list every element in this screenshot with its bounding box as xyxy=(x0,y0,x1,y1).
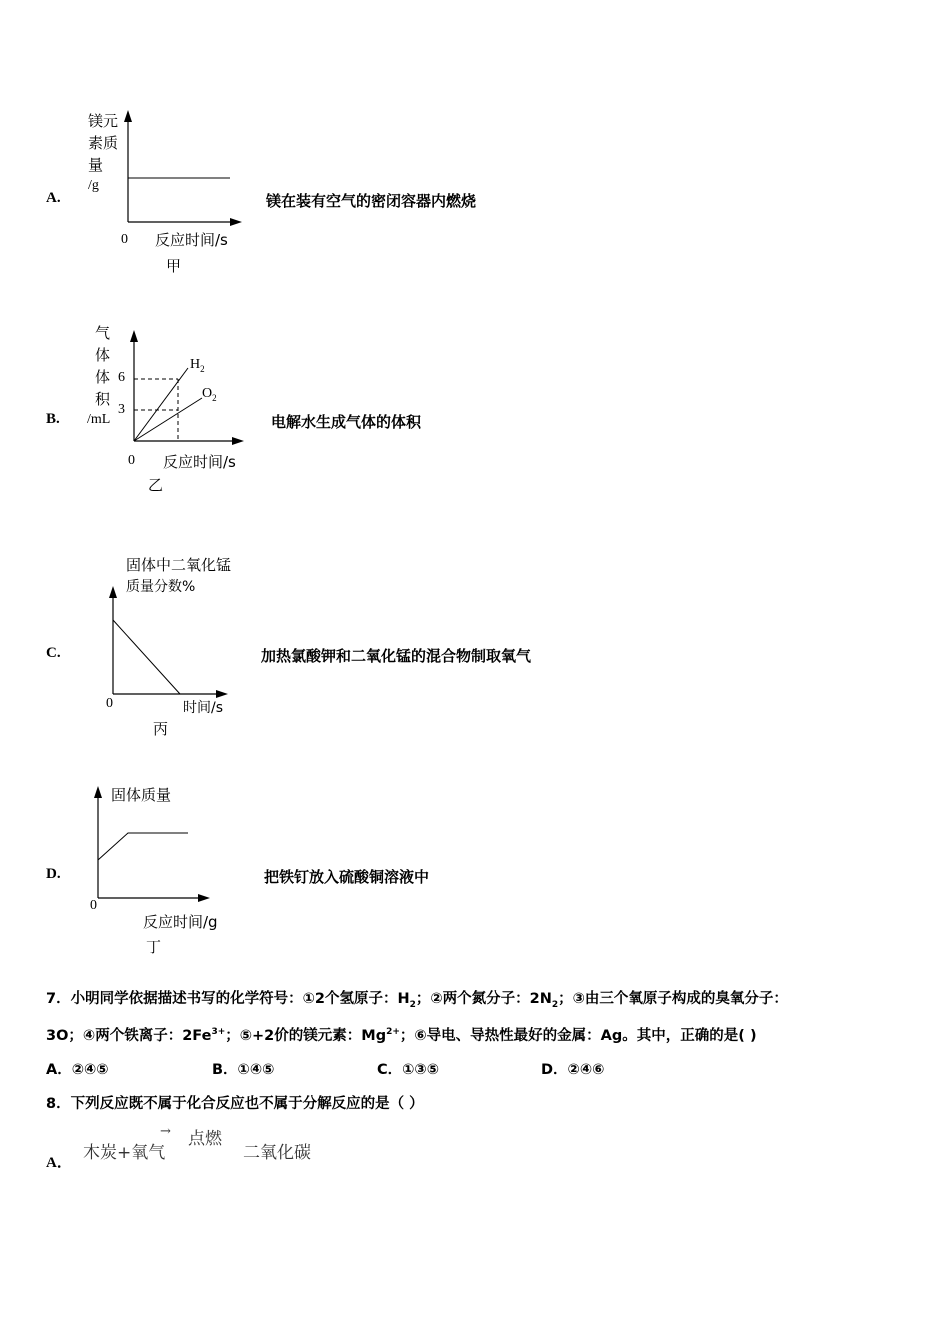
question-8-option-a-arrow: → xyxy=(160,1124,171,1139)
graph-d-xlabel: 反应时间/g xyxy=(143,913,218,931)
graph-b-ylabel-4: 积 xyxy=(95,390,111,408)
graph-b-tick-6: 6 xyxy=(118,370,125,385)
graph-b-ylabel-2: 体 xyxy=(95,346,111,364)
graph-a-ylabel-3: 量 xyxy=(88,156,104,174)
graph-a-xlabel: 反应时间/s xyxy=(155,231,228,249)
option-b-description: 电解水生成气体的体积 xyxy=(271,413,422,431)
graph-c-xlabel: 时间/s xyxy=(183,700,224,716)
graph-d-caption: 丁 xyxy=(146,938,162,956)
graph-b-ylabel-3: 体 xyxy=(95,368,111,386)
graph-c-ylabel-2: 质量分数% xyxy=(126,579,196,595)
option-b-letter: B. xyxy=(46,411,60,427)
question-8-option-a-letter: A． xyxy=(46,1155,72,1171)
graph-c-origin: 0 xyxy=(106,696,113,711)
option-d-description: 把铁钉放入硫酸铜溶液中 xyxy=(264,868,430,886)
question-7-line-1: 7．小明同学依据描述书写的化学符号：①2个氢原子：$H_2$；②两个氮分子：$2N_2$；③由三个氧原子构成的臭氧分子： xyxy=(46,991,788,1010)
question-7-option-b: B．①④⑤ xyxy=(212,1062,275,1078)
graph-b-ylabel-1: 气 xyxy=(95,324,111,342)
question-8-option-a-reactants: 木炭+氧气 xyxy=(83,1143,166,1163)
graph-a-ylabel-2: 素质 xyxy=(88,134,119,152)
option-c-letter: C. xyxy=(46,645,61,661)
question-8-stem: 8．下列反应既不属于化合反应也不属于分解反应的是（ ） xyxy=(46,1096,424,1112)
graph-d-origin: 0 xyxy=(90,898,97,913)
option-a-letter: A. xyxy=(46,190,61,206)
graph-d-ylabel: 固体质量 xyxy=(111,786,172,804)
graph-a-yunit: /g xyxy=(88,178,99,193)
option-d-letter: D. xyxy=(46,866,61,882)
question-7-line-2: 3O；④两个铁离子：$2Fe^{3+}$；⑤+2价的镁元素：$Mg^{2+}$；⑥导电、导热性最好的金属：Ag。其中，正确的是( ) xyxy=(46,1027,757,1044)
option-c-description: 加热氯酸钾和二氧化锰的混合物制取氧气 xyxy=(261,647,532,665)
graph-a-caption: 甲 xyxy=(166,257,182,275)
question-8-option-a-condition: 点燃 xyxy=(188,1129,222,1149)
graph-c-ylabel-1: 固体中二氧化锰 xyxy=(126,556,232,574)
question-8-option-a-product: 二氧化碳 xyxy=(243,1143,311,1163)
graph-c-caption: 丙 xyxy=(153,720,169,738)
graph-b-h2-label: $H_2$ xyxy=(190,357,205,374)
graph-b-tick-3: 3 xyxy=(118,402,125,417)
question-7-option-c: C．①③⑤ xyxy=(377,1062,439,1078)
option-a-description: 镁在装有空气的密闭容器内燃烧 xyxy=(266,192,477,210)
graph-b-caption: 乙 xyxy=(148,476,164,494)
graph-a-ylabel-1: 镁元 xyxy=(88,112,119,130)
graph-a-origin: 0 xyxy=(121,232,128,247)
graph-b-origin: 0 xyxy=(128,453,135,468)
graph-b-yunit: /mL xyxy=(87,412,111,427)
graph-b-o2-label: $O_2$ xyxy=(202,386,217,403)
question-7-option-a: A．②④⑤ xyxy=(46,1062,109,1078)
graph-b-xlabel: 反应时间/s xyxy=(163,453,236,471)
question-7-option-d: D．②④⑥ xyxy=(541,1062,605,1078)
